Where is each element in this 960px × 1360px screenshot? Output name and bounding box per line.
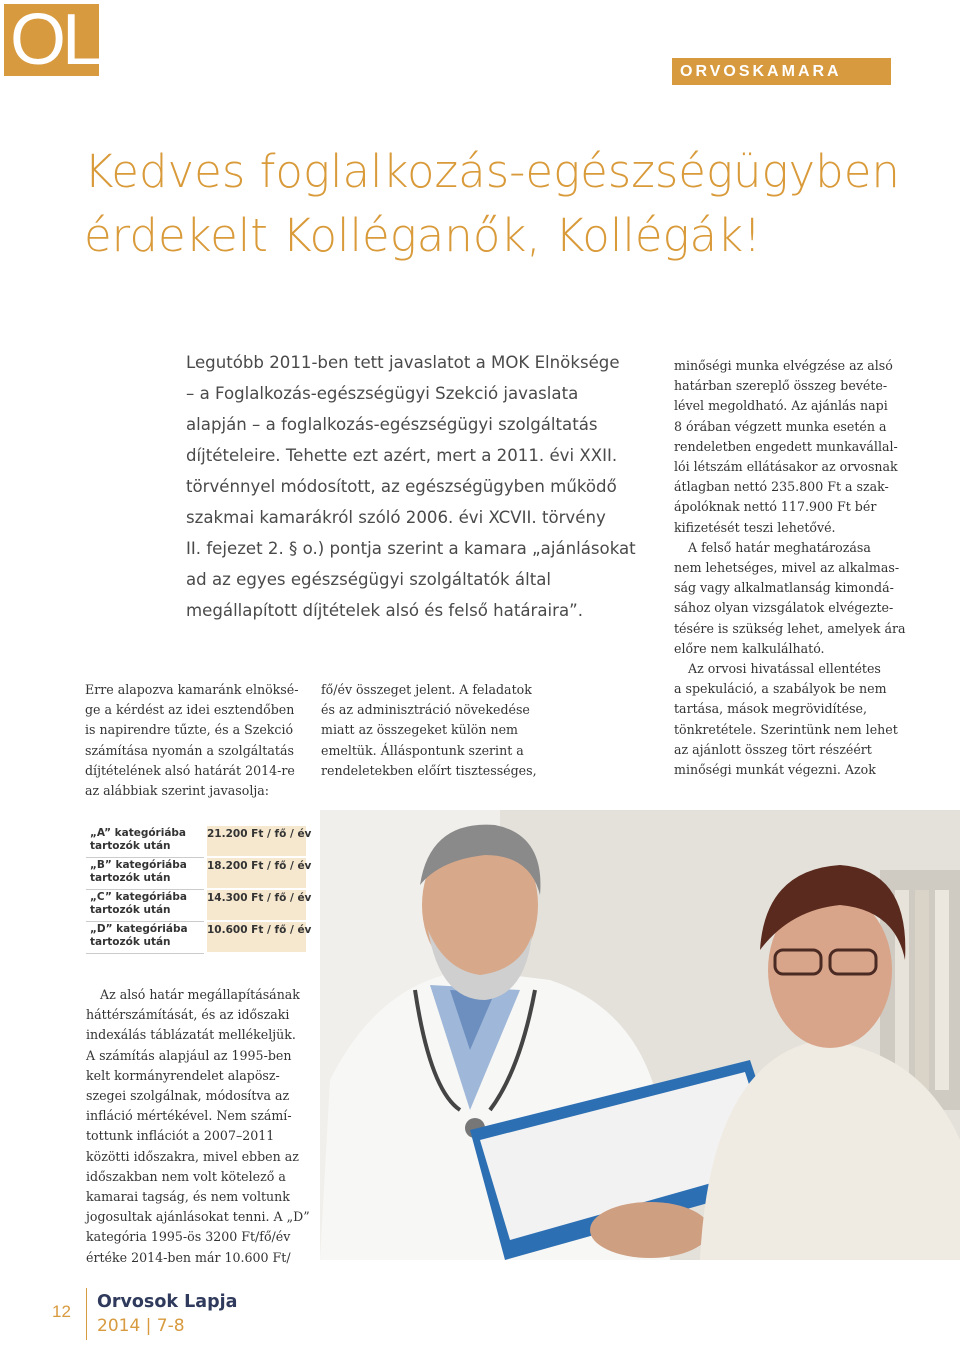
table-row — [86, 858, 312, 890]
body-line: előre nem kalkulálható. — [674, 640, 825, 656]
body-line: ság vagy alkalmatlanság kimondá- — [674, 580, 894, 596]
body-line: időszakban nem volt kötelező a — [86, 1168, 286, 1184]
body-line: Erre alapozva kamaránk elnöksé- — [85, 682, 299, 697]
body-line: ge a kérdést az idei esztendőben — [85, 702, 295, 718]
body-line: Az alsó határ megállapításának — [100, 987, 300, 1002]
category-name: „C” kategóriába — [90, 891, 187, 903]
body-line: rendeletekben előírt tisztességes, — [321, 762, 537, 778]
body-line: 8 órában végzett munka esetén a — [674, 418, 887, 434]
logo-text: OL — [10, 0, 99, 80]
body-line: közötti időszakra, mivel ebben az — [86, 1148, 299, 1164]
body-line: átlagban nettó 235.800 Ft a szak- — [674, 479, 889, 495]
lead-paragraph — [186, 347, 636, 626]
body-line: díjtételének alsó határát 2014-re — [85, 762, 295, 778]
body-line: minőségi munka elvégzése az alsó — [674, 358, 893, 373]
body-line: sához olyan vizsgálatok elvégezte- — [674, 600, 894, 616]
body-line: szegei szolgálnak, módosítva az — [86, 1088, 290, 1104]
body-column-4 — [86, 985, 310, 1268]
photo-illustration — [320, 810, 960, 1260]
table-row — [86, 890, 312, 922]
lead-line: szakmai kamarákról szóló 2006. évi XCVII. törvény — [186, 508, 606, 527]
lead-line: alapján – a foglalkozás-egészségügyi szolgáltatás — [186, 415, 598, 434]
body-line: A felső határ meghatározása — [688, 539, 871, 555]
category-label — [90, 923, 200, 949]
body-line: és az adminisztráció növekedése — [321, 702, 530, 718]
category-name: „A” kategóriába — [90, 827, 187, 839]
fee-cell — [207, 922, 312, 952]
body-line: tönkretétele. Szerintünk nem lehet — [674, 721, 898, 737]
body-line: kifizetését teszi lehetővé. — [674, 519, 836, 535]
body-line: jogosultak ajánlásokat tenni. A „D” — [86, 1209, 310, 1225]
body-line: az alábbiak szerint javasolja: — [85, 783, 270, 799]
body-line: kategória 1995-ös 3200 Ft/fő/év — [86, 1229, 291, 1245]
body-line: infláció mértékével. Nem számí- — [86, 1108, 292, 1124]
body-line: minőségi munkát végezni. Azok — [674, 762, 876, 778]
journal-logo — [4, 0, 99, 80]
body-line: számítása nyomán a szolgáltatás — [85, 742, 294, 758]
lead-line: díjtételeire. Tehette ezt azért, mert a 2011. évi XXII. — [186, 446, 618, 465]
body-line: tésére is szükség lehet, amelyek ára — [674, 620, 906, 636]
fee-cell — [207, 858, 312, 888]
title-line: érdekelt Kolléganők, Kollégák! — [84, 209, 762, 262]
fee-value: 18.200 Ft / fő / év — [207, 860, 312, 872]
body-line: kelt kormányrendelet alapösz- — [86, 1067, 280, 1083]
body-line: kamarai tagság, és nem voltunk — [86, 1189, 290, 1205]
table-row — [86, 826, 312, 858]
category-name: „B” kategóriába — [90, 859, 187, 871]
body-line: határban szereplő összeg bevéte- — [674, 378, 888, 394]
body-line: az ajánlott összeg tört részéért — [674, 741, 872, 757]
body-line: miatt az összegeket külön nem — [321, 722, 518, 738]
body-line: ápolóknak nettó 117.900 Ft bér — [674, 499, 877, 515]
article-title — [84, 140, 904, 268]
category-label — [90, 827, 200, 853]
body-line: rendeletben engedett munkavállal- — [674, 438, 898, 454]
category-suffix: tartozók után — [90, 872, 171, 884]
body-column-1 — [85, 680, 299, 801]
body-column-2 — [321, 680, 551, 781]
body-line: Az orvosi hivatással ellentétes — [688, 661, 881, 677]
footer-divider — [86, 1288, 87, 1340]
category-label — [90, 859, 200, 885]
page-number: 12 — [52, 1302, 71, 1321]
doctor-patient-photo — [320, 810, 960, 1260]
body-line: tottunk inflációt a 2007–2011 — [86, 1128, 275, 1144]
section-banner — [672, 58, 891, 85]
fee-cell — [207, 890, 312, 920]
body-column-3 — [674, 356, 904, 780]
fee-value: 14.300 Ft / fő / év — [207, 892, 312, 904]
body-line: a spekuláció, a szabályok be nem — [674, 681, 887, 697]
category-label — [90, 891, 200, 917]
lead-line: ad az egyes egészségügyi szolgáltatók által — [186, 570, 551, 589]
category-suffix: tartozók után — [90, 936, 171, 948]
fee-cell — [207, 826, 312, 856]
body-line: is napirendre tűzte, és a Szekció — [85, 722, 294, 738]
table-row — [86, 922, 312, 954]
lead-line: II. fejezet 2. § o.) pontja szerint a kamara „ajánlásokat — [186, 539, 636, 558]
body-line: értéke 2014-ben már 10.600 Ft/ — [86, 1249, 291, 1265]
lead-line: megállapított díjtételek alsó és felső határaira”. — [186, 601, 583, 620]
title-line: Kedves foglalkozás-egészségügyben — [84, 145, 900, 198]
body-line: lói létszám ellátásakor az orvosnak — [674, 459, 898, 475]
lead-line: Legutóbb 2011-ben tett javaslatot a MOK Elnöksége — [186, 353, 620, 372]
body-line: emeltük. Álláspontunk szerint a — [321, 742, 524, 758]
body-line: háttérszámítását, és az időszaki — [86, 1007, 290, 1023]
fee-value: 21.200 Ft / fő / év — [207, 828, 312, 840]
category-suffix: tartozók után — [90, 840, 171, 852]
issue-number: 2014 | 7-8 — [97, 1316, 185, 1336]
section-label: ORVOSKAMARA — [680, 63, 842, 80]
lead-line: – a Foglalkozás-egészségügyi Szekció javaslata — [186, 384, 579, 403]
category-name: „D” kategóriába — [90, 923, 188, 935]
journal-name: Orvosok Lapja — [97, 1292, 238, 1312]
body-line: fő/év összeget jelent. A feladatok — [321, 682, 532, 697]
body-line: nem lehetséges, mivel az alkalmas- — [674, 560, 900, 576]
fee-value: 10.600 Ft / fő / év — [207, 924, 312, 936]
fee-table — [86, 826, 312, 954]
body-line: indexálás táblázatát mellékeljük. — [86, 1027, 296, 1043]
category-suffix: tartozók után — [90, 904, 171, 916]
body-line: lével megoldható. Az ajánlás napi — [674, 398, 888, 414]
body-line: A számítás alapjául az 1995-ben — [86, 1047, 292, 1063]
body-line: tartása, mások megrövidítése, — [674, 701, 867, 717]
lead-line: törvénnyel módosított, az egészségügyben működő — [186, 477, 617, 496]
